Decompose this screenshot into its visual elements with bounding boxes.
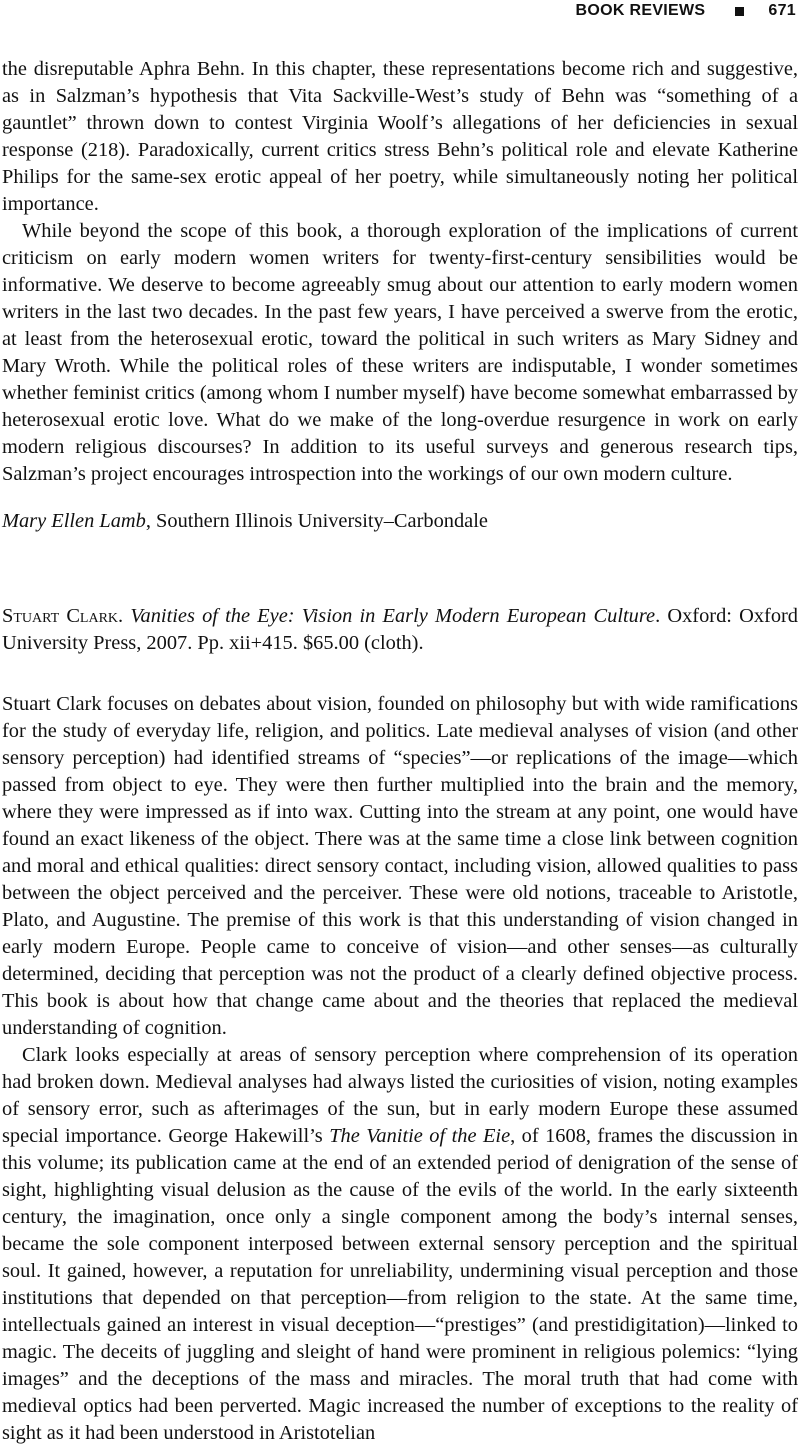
reviewer-affiliation: , Southern Illinois University–Carbondale — [145, 510, 488, 532]
cited-work-title: The Vanitie of the Eie — [329, 1125, 511, 1147]
running-header — [576, 0, 796, 22]
review-paragraph: Stuart Clark focuses on debates about vision, founded on philosophy but with wide ramifications for the study of everyday life, religion, and politics. Late medieval analyses of vision (and other sensory perception) had identified streams of “species”—or replications of the image—which passed from object to eye. They were then further multiplied into the brain and the memory, where they were impressed as if into wax. Cutting into the stream at any point, one would have found an exact likeness of the object. There was at the same time a close link between cognition and moral and ethical qualities: direct sensory contact, including vision, allowed qualities to pass between the object perceived and the perceiver. These were old notions, traceable to Aristotle, Plato, and Augustine. The premise of this work is that this understanding of vision changed in early modern Europe. People came to conceive of vision—and other senses—as culturally determined, deciding that perception was not the product of a clearly defined objective process. This book is about how that change came about and the theories that replaced the medieval understanding of cognition. — [2, 693, 798, 1039]
reviewer-name: Mary Ellen Lamb — [2, 510, 146, 532]
page-body — [2, 56, 798, 1447]
square-separator-icon — [735, 7, 744, 16]
book-publication: Oxford: Oxford University Press, 2007. Pp. xii+415. $65.00 (cloth). — [2, 605, 798, 654]
book-title: Vanities of the Eye: Vision in Early Modern European Culture — [130, 605, 656, 627]
reviewer-signature — [2, 508, 798, 535]
review-paragraph: Clark looks especially at areas of sensory perception where comprehension of its operation had broken down. Medieval analyses had always listed the curiosities of vision, noting examples of sensory error, such as afterimages of the sun, but in early modern Europe these assumed special importance. George Hakewill’s The Vanitie of the Eie, of 1608, frames the discussion in this volume; its publication came at the end of an extended period of denigration of the sense of sight, highlighting visual delusion as the cause of the evils of the world. In the early sixteenth century, the imagination, once only a single component among the body’s internal senses, became the sole component interposed between external sensory perception and the spiritual soul. It gained, however, a reputation for unreliability, undermining visual perception and those institutions that depended on that perception—from religion to the state. At the same time, intellectuals gained an interest in visual deception—“prestiges” (and prestidigitation)—linked to magic. The deceits of juggling and sleight of hand were prominent in religious polemics: “lying images” and the deceptions of the mass and miracles. The moral truth that had come with medieval optics had been perverted. Magic increased the number of exceptions to the reality of sight as it had been understood in Aristotelian — [2, 1044, 798, 1444]
book-author: Stuart Clark — [2, 605, 119, 627]
review-paragraph: While beyond the scope of this book, a thorough exploration of the implications of current criticism on early modern women writers for twenty-first-century sensibilities would be informative. We deserve to become agreeably smug about our attention to early modern women writers in the last two decades. In the past few years, I have perceived a swerve from the erotic, at least from the heterosexual erotic, toward the political in such writers as Mary Sidney and Mary Wroth. While the political roles of these writers are indisputable, I wonder sometimes whether feminist critics (among whom I number myself) have become somewhat embarrassed by heterosexual erotic love. What do we make of the long-overdue resurgence in work on early modern religious discourses? In addition to its useful surveys and generous research tips, Salzman’s project encourages introspection into the workings of our own modern culture. — [2, 220, 798, 485]
review-paragraph: the disreputable Aphra Behn. In this chapter, these representations become rich and suggestive, as in Salzman’s hypothesis that Vita Sackville-West’s study of Behn was “something of a gauntlet” thrown down to contest Virginia Woolf’s allegations of her deficiencies in sexual response (218). Paradoxically, current critics stress Behn’s political role and elevate Katherine Philips for the same-sex erotic appeal of her poetry, while simultaneously noting her political importance. — [2, 58, 798, 215]
section-title: BOOK REVIEWS — [575, 2, 706, 19]
book-citation: Stuart Clark. Vanities of the Eye: Vision in Early Modern European Culture. Oxford: Oxford University Press, 2007. Pp. xii+415. $65.00 (cloth). — [2, 605, 798, 654]
page-number: 671 — [768, 2, 796, 19]
